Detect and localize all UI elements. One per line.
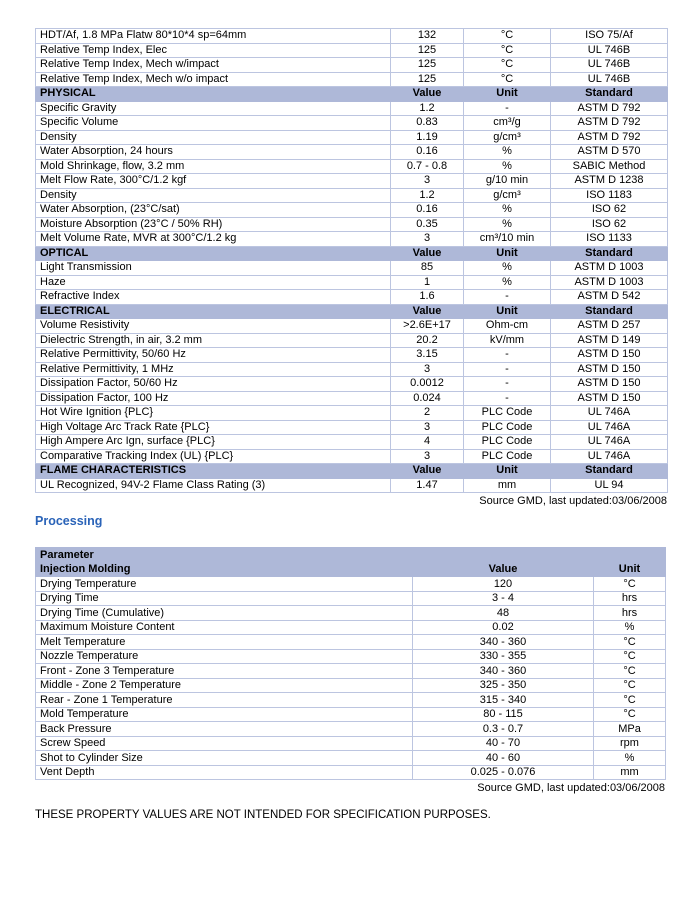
table-cell: PLC Code — [464, 406, 551, 421]
table-cell: °C — [594, 649, 666, 664]
table-cell: Melt Flow Rate, 300°C/1.2 kgf — [36, 174, 391, 189]
table-cell: 40 - 70 — [413, 736, 594, 751]
table-cell: g/cm³ — [464, 188, 551, 203]
table-cell: 3.15 — [391, 348, 464, 363]
table-cell: ISO 1183 — [551, 188, 668, 203]
table-cell: ASTM D 1238 — [551, 174, 668, 189]
table-row — [36, 420, 668, 435]
section-header-row — [36, 464, 668, 479]
table-cell: Moisture Absorption (23°C / 50% RH) — [36, 217, 391, 232]
table-row — [36, 290, 668, 305]
table-row — [36, 736, 666, 751]
table-cell: Middle - Zone 2 Temperature — [36, 678, 413, 693]
table-cell: PLC Code — [464, 420, 551, 435]
table-cell: 40 - 60 — [413, 751, 594, 766]
table-row — [36, 591, 666, 606]
table-row — [36, 693, 666, 708]
section-header-cell: Unit — [464, 87, 551, 102]
table-row — [36, 620, 666, 635]
table-row — [36, 43, 668, 58]
table-cell: °C — [594, 577, 666, 592]
section-header-cell: Value — [391, 304, 464, 319]
section-header-cell: Standard — [551, 464, 668, 479]
section-header-cell: Value — [391, 87, 464, 102]
table-cell: PLC Code — [464, 435, 551, 450]
table-cell: 0.16 — [391, 145, 464, 160]
table-cell: 1.19 — [391, 130, 464, 145]
table-cell: >2.6E+17 — [391, 319, 464, 334]
properties-source-note: Source GMD, last updated:03/06/2008 — [479, 495, 667, 507]
table-cell: Drying Time — [36, 591, 413, 606]
table-row — [36, 449, 668, 464]
table-cell: g/10 min — [464, 174, 551, 189]
table-cell: Back Pressure — [36, 722, 413, 737]
table-cell: Specific Volume — [36, 116, 391, 131]
table-cell: % — [464, 203, 551, 218]
table-cell: °C — [594, 707, 666, 722]
section-header-cell: Parameter — [36, 548, 413, 563]
section-header-cell: FLAME CHARACTERISTICS — [36, 464, 391, 479]
table-row — [36, 362, 668, 377]
table-cell: Dielectric Strength, in air, 3.2 mm — [36, 333, 391, 348]
table-row — [36, 101, 668, 116]
table-row — [36, 391, 668, 406]
table-cell: UL 746A — [551, 420, 668, 435]
table-cell: ASTM D 792 — [551, 116, 668, 131]
table-cell: 0.024 — [391, 391, 464, 406]
table-cell: 340 - 360 — [413, 635, 594, 650]
table-cell: - — [464, 362, 551, 377]
table-cell: - — [464, 101, 551, 116]
table-cell: 325 - 350 — [413, 678, 594, 693]
table-cell: °C — [594, 678, 666, 693]
table-row — [36, 275, 668, 290]
table-row — [36, 348, 668, 363]
table-row — [36, 145, 668, 160]
section-header-cell: ELECTRICAL — [36, 304, 391, 319]
table-cell: 1.2 — [391, 101, 464, 116]
table-row — [36, 678, 666, 693]
table-cell: °C — [464, 43, 551, 58]
table-cell: hrs — [594, 591, 666, 606]
table-cell: Screw Speed — [36, 736, 413, 751]
table-cell: ISO 75/Af — [551, 29, 668, 44]
table-cell: rpm — [594, 736, 666, 751]
table-cell: Relative Permittivity, 1 MHz — [36, 362, 391, 377]
table-cell: UL 746B — [551, 43, 668, 58]
table-cell: High Voltage Arc Track Rate {PLC} — [36, 420, 391, 435]
table-cell: - — [464, 391, 551, 406]
table-cell: °C — [464, 29, 551, 44]
table-cell: ASTM D 150 — [551, 377, 668, 392]
table-cell: Density — [36, 130, 391, 145]
table-cell: 3 — [391, 174, 464, 189]
table-cell: ASTM D 1003 — [551, 261, 668, 276]
processing-source-note: Source GMD, last updated:03/06/2008 — [477, 782, 665, 795]
table-cell: 125 — [391, 72, 464, 87]
table-cell: °C — [464, 58, 551, 73]
table-cell: ASTM D 542 — [551, 290, 668, 305]
table-cell: Shot to Cylinder Size — [36, 751, 413, 766]
table-cell: 3 — [391, 449, 464, 464]
section-header-row — [36, 246, 668, 261]
table-cell: Drying Time (Cumulative) — [36, 606, 413, 621]
table-cell: UL 746B — [551, 58, 668, 73]
table-cell: 3 — [391, 232, 464, 247]
table-row — [36, 751, 666, 766]
table-row — [36, 377, 668, 392]
table-cell: 0.3 - 0.7 — [413, 722, 594, 737]
section-header-row — [36, 304, 668, 319]
table-cell: PLC Code — [464, 449, 551, 464]
table-cell: Mold Shrinkage, flow, 3.2 mm — [36, 159, 391, 174]
table-cell: UL 746B — [551, 72, 668, 87]
table-cell: ASTM D 150 — [551, 391, 668, 406]
table-cell: UL 746A — [551, 406, 668, 421]
table-cell: 2 — [391, 406, 464, 421]
disclaimer-text: THESE PROPERTY VALUES ARE NOT INTENDED FOR SPECIFICATION PURPOSES. — [35, 809, 491, 822]
table-cell: UL 94 — [551, 478, 668, 493]
table-cell: % — [464, 159, 551, 174]
table-row — [36, 174, 668, 189]
section-header-cell — [594, 548, 666, 563]
table-cell: 0.7 - 0.8 — [391, 159, 464, 174]
table-cell: 125 — [391, 43, 464, 58]
table-cell: Specific Gravity — [36, 101, 391, 116]
table-cell: Ohm-cm — [464, 319, 551, 334]
table-cell: ASTM D 150 — [551, 348, 668, 363]
section-header-cell: Unit — [464, 464, 551, 479]
section-header-cell: Standard — [551, 304, 668, 319]
table-cell: cm³/10 min — [464, 232, 551, 247]
table-cell: Relative Temp Index, Elec — [36, 43, 391, 58]
table-row — [36, 577, 666, 592]
table-cell: % — [594, 751, 666, 766]
table-row — [36, 406, 668, 421]
table-cell: mm — [464, 478, 551, 493]
table-row — [36, 319, 668, 334]
table-cell: 3 — [391, 362, 464, 377]
table-cell: 80 - 115 — [413, 707, 594, 722]
table-cell: - — [464, 348, 551, 363]
table-cell: 3 - 4 — [413, 591, 594, 606]
table-row — [36, 29, 668, 44]
table-cell: ISO 62 — [551, 203, 668, 218]
table-cell: cm³/g — [464, 116, 551, 131]
table-cell: Dissipation Factor, 50/60 Hz — [36, 377, 391, 392]
table-row — [36, 261, 668, 276]
section-header-row — [36, 562, 666, 577]
processing-table — [35, 547, 666, 780]
table-cell: 0.025 - 0.076 — [413, 765, 594, 780]
table-cell: % — [464, 275, 551, 290]
table-cell: 1 — [391, 275, 464, 290]
table-row — [36, 478, 668, 493]
table-cell: 0.83 — [391, 116, 464, 131]
table-row — [36, 635, 666, 650]
table-cell: SABIC Method — [551, 159, 668, 174]
table-cell: Hot Wire Ignition {PLC} — [36, 406, 391, 421]
table-cell: 0.16 — [391, 203, 464, 218]
section-header-cell: OPTICAL — [36, 246, 391, 261]
table-cell: % — [464, 145, 551, 160]
table-cell: mm — [594, 765, 666, 780]
table-cell: Dissipation Factor, 100 Hz — [36, 391, 391, 406]
table-cell: Relative Temp Index, Mech w/impact — [36, 58, 391, 73]
table-cell: kV/mm — [464, 333, 551, 348]
table-cell: Vent Depth — [36, 765, 413, 780]
table-cell: 48 — [413, 606, 594, 621]
table-row — [36, 333, 668, 348]
table-cell: Volume Resistivity — [36, 319, 391, 334]
table-cell: 330 - 355 — [413, 649, 594, 664]
table-cell: 0.0012 — [391, 377, 464, 392]
table-cell: ASTM D 150 — [551, 362, 668, 377]
section-header-cell: Unit — [464, 304, 551, 319]
section-header-cell — [413, 548, 594, 563]
table-row — [36, 203, 668, 218]
table-cell: Melt Temperature — [36, 635, 413, 650]
processing-heading: Processing — [35, 514, 103, 529]
table-row — [36, 649, 666, 664]
table-row — [36, 58, 668, 73]
section-header-cell: Unit — [464, 246, 551, 261]
table-cell: 4 — [391, 435, 464, 450]
table-cell: - — [464, 377, 551, 392]
table-cell: 1.6 — [391, 290, 464, 305]
table-cell: UL Recognized, 94V-2 Flame Class Rating (3) — [36, 478, 391, 493]
table-cell: % — [464, 261, 551, 276]
table-cell: Relative Permittivity, 50/60 Hz — [36, 348, 391, 363]
table-cell: ASTM D 792 — [551, 130, 668, 145]
section-header-cell: PHYSICAL — [36, 87, 391, 102]
table-cell: ASTM D 257 — [551, 319, 668, 334]
table-cell: 0.35 — [391, 217, 464, 232]
section-header-row — [36, 548, 666, 563]
table-cell: Nozzle Temperature — [36, 649, 413, 664]
table-row — [36, 116, 668, 131]
table-cell: Density — [36, 188, 391, 203]
table-cell: Mold Temperature — [36, 707, 413, 722]
table-cell: 0.02 — [413, 620, 594, 635]
section-header-cell: Injection Molding — [36, 562, 413, 577]
table-cell: 20.2 — [391, 333, 464, 348]
table-cell: Drying Temperature — [36, 577, 413, 592]
table-cell: ISO 62 — [551, 217, 668, 232]
table-cell: g/cm³ — [464, 130, 551, 145]
table-cell: 85 — [391, 261, 464, 276]
table-row — [36, 707, 666, 722]
table-cell: MPa — [594, 722, 666, 737]
table-cell: ASTM D 570 — [551, 145, 668, 160]
section-header-cell: Unit — [594, 562, 666, 577]
table-cell: HDT/Af, 1.8 MPa Flatw 80*10*4 sp=64mm — [36, 29, 391, 44]
table-cell: Light Transmission — [36, 261, 391, 276]
table-row — [36, 188, 668, 203]
table-cell: 1.2 — [391, 188, 464, 203]
table-cell: °C — [464, 72, 551, 87]
table-cell: Front - Zone 3 Temperature — [36, 664, 413, 679]
section-header-row — [36, 87, 668, 102]
table-cell: Haze — [36, 275, 391, 290]
section-header-cell: Value — [391, 246, 464, 261]
section-header-cell: Value — [391, 464, 464, 479]
table-cell: Water Absorption, 24 hours — [36, 145, 391, 160]
properties-table — [35, 28, 668, 493]
table-cell: Maximum Moisture Content — [36, 620, 413, 635]
table-cell: % — [464, 217, 551, 232]
table-cell: 1.47 — [391, 478, 464, 493]
table-cell: UL 746A — [551, 435, 668, 450]
table-cell: Rear - Zone 1 Temperature — [36, 693, 413, 708]
table-cell: ASTM D 149 — [551, 333, 668, 348]
table-cell: Comparative Tracking Index (UL) {PLC} — [36, 449, 391, 464]
table-cell: ISO 1133 — [551, 232, 668, 247]
table-cell: 315 - 340 — [413, 693, 594, 708]
table-cell: ASTM D 1003 — [551, 275, 668, 290]
table-cell: Refractive Index — [36, 290, 391, 305]
table-cell: - — [464, 290, 551, 305]
table-cell: 125 — [391, 58, 464, 73]
table-row — [36, 664, 666, 679]
table-row — [36, 72, 668, 87]
processing-section — [35, 547, 667, 794]
table-row — [36, 435, 668, 450]
table-cell: 3 — [391, 420, 464, 435]
section-header-cell: Value — [413, 562, 594, 577]
table-row — [36, 722, 666, 737]
table-cell: 132 — [391, 29, 464, 44]
table-cell: 120 — [413, 577, 594, 592]
table-cell: hrs — [594, 606, 666, 621]
table-cell: Water Absorption, (23°C/sat) — [36, 203, 391, 218]
table-cell: High Ampere Arc Ign, surface {PLC} — [36, 435, 391, 450]
table-row — [36, 159, 668, 174]
section-header-cell: Standard — [551, 246, 668, 261]
table-row — [36, 232, 668, 247]
table-cell: °C — [594, 664, 666, 679]
table-cell: °C — [594, 693, 666, 708]
table-row — [36, 765, 666, 780]
table-cell: 340 - 360 — [413, 664, 594, 679]
table-row — [36, 130, 668, 145]
table-row — [36, 606, 666, 621]
table-cell: UL 746A — [551, 449, 668, 464]
table-cell: Relative Temp Index, Mech w/o impact — [36, 72, 391, 87]
table-cell: °C — [594, 635, 666, 650]
section-header-cell: Standard — [551, 87, 668, 102]
table-cell: Melt Volume Rate, MVR at 300°C/1.2 kg — [36, 232, 391, 247]
table-cell: % — [594, 620, 666, 635]
table-row — [36, 217, 668, 232]
table-cell: ASTM D 792 — [551, 101, 668, 116]
